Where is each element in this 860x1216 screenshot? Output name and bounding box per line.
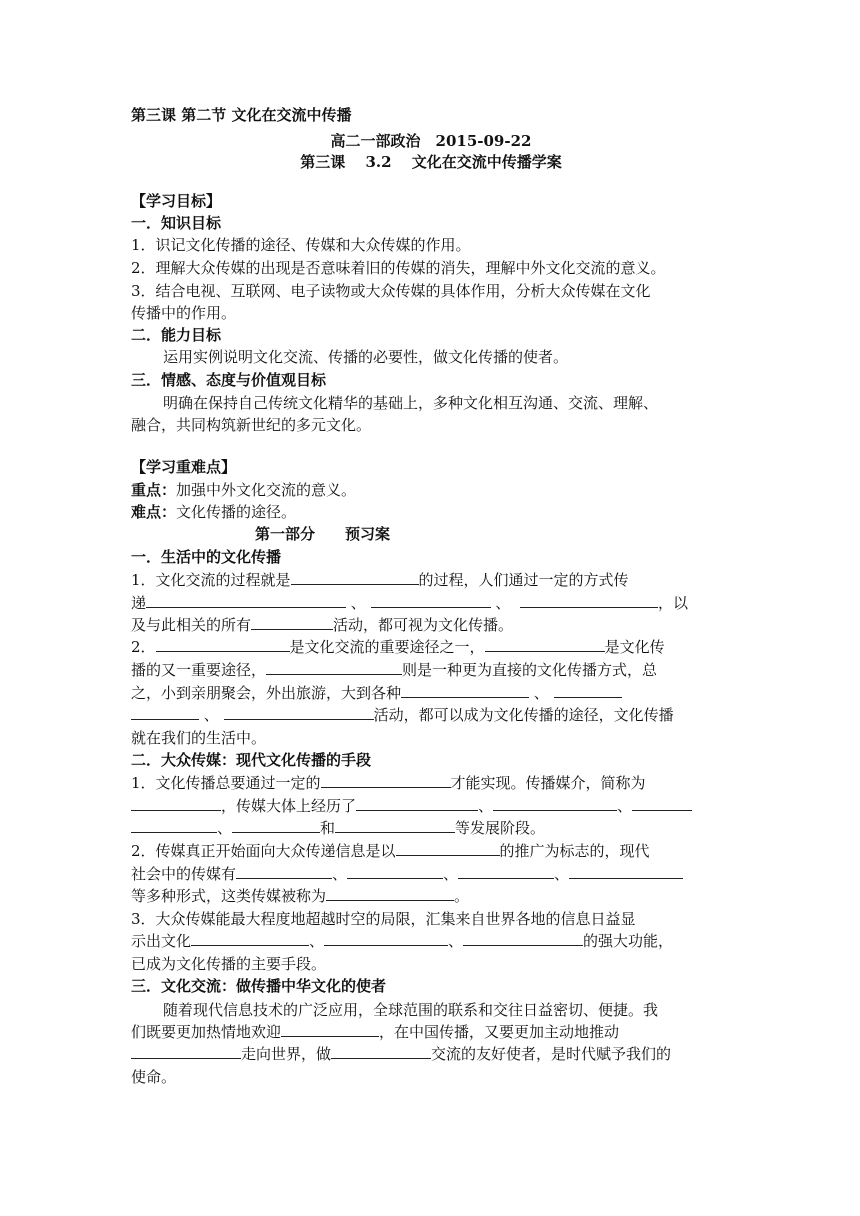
fill-blank[interactable] xyxy=(236,863,332,879)
fill-blank[interactable] xyxy=(396,840,500,856)
section2-heading: 二．大众传媒：现代文化传播的手段 xyxy=(131,751,372,769)
text: 的推广为标志的，现代 xyxy=(499,842,650,860)
s2-q1-line2 xyxy=(131,795,731,817)
fill-blank[interactable] xyxy=(324,930,448,946)
text: 、 xyxy=(533,684,549,702)
fill-blank[interactable] xyxy=(191,930,309,946)
s2-q1-line1 xyxy=(131,772,731,794)
text: 2． xyxy=(131,638,156,656)
text: 的过程，人们通过一定的方式传 xyxy=(418,571,629,589)
ability-heading: 二．能力目标 xyxy=(131,326,222,344)
fill-blank[interactable] xyxy=(347,863,443,879)
fill-blank[interactable] xyxy=(321,772,451,788)
text: 播的又一重要途径， xyxy=(131,661,267,679)
s1-q1-line2 xyxy=(131,592,731,614)
s1-q2-line2 xyxy=(131,659,731,681)
text: 、 xyxy=(217,819,233,837)
s2-q2-line2 xyxy=(131,863,731,885)
s3-line2 xyxy=(131,1021,731,1043)
emotion-text-b: 融合，共同构筑新世纪的多元文化。 xyxy=(131,416,372,434)
s3-line3 xyxy=(131,1043,731,1065)
text: 、 xyxy=(350,594,366,612)
s2-q1-line3 xyxy=(131,817,731,839)
difficult-label: 难点： xyxy=(131,503,177,521)
fill-blank[interactable] xyxy=(569,863,683,879)
text: 们既要更加热情地欢迎 xyxy=(131,1023,282,1041)
text: 等多种形式，这类传媒被称为 xyxy=(131,887,327,905)
ability-text: 运用实例说明文化交流、传播的必要性，做文化传播的使者。 xyxy=(163,348,569,366)
knowledge-item-3a: 3．结合电视、互联网、电子读物或大众传媒的具体作用，分析大众传媒在文化 xyxy=(131,282,651,300)
fill-blank[interactable] xyxy=(266,659,402,675)
part-title: 第一部分 预习案 xyxy=(255,525,391,543)
fill-blank[interactable] xyxy=(520,592,658,608)
text: 示出文化 xyxy=(131,932,192,950)
text: 2．传媒真正开始面向大众传递信息是以 xyxy=(131,842,396,860)
text: 、 xyxy=(554,865,570,883)
difficult-text: 文化传播的途径。 xyxy=(176,503,297,521)
fill-blank[interactable] xyxy=(131,704,199,720)
fill-blank[interactable] xyxy=(371,592,491,608)
text: 1．文化交流的过程就是 xyxy=(131,571,291,589)
text: 。 xyxy=(454,887,470,905)
objectives-heading: 【学习目标】 xyxy=(131,192,222,210)
s1-q1-line1 xyxy=(131,569,731,591)
text: 则是一种更为直接的文化传播方式，总 xyxy=(402,661,658,679)
s3-line1: 随着现代信息技术的广泛应用，全球范围的联系和交往日益密切、便捷。我 xyxy=(163,1001,659,1019)
fill-blank[interactable] xyxy=(356,795,478,811)
text: 1．文化传播总要通过一定的 xyxy=(131,774,321,792)
fill-blank[interactable] xyxy=(401,682,529,698)
top-title: 第三课 第二节 文化在交流中传播 xyxy=(131,106,352,124)
text: ，在中国传播，又要更加主动地推动 xyxy=(379,1023,620,1041)
text: 、 xyxy=(332,865,348,883)
text: 和 xyxy=(320,819,336,837)
fill-blank[interactable] xyxy=(485,636,605,652)
lesson-title: 第三课 3.2 文化在交流中传播学案 xyxy=(300,153,562,171)
class-date: 高二一部政治 2015-09-22 xyxy=(330,132,532,150)
text: 活动，都可以成为文化传播的途径，文化传播 xyxy=(373,706,674,724)
text: 走向世界，做 xyxy=(241,1045,332,1063)
emotion-text-a: 明确在保持自己传统文化精华的基础上，多种文化相互沟通、交流、理解、 xyxy=(163,394,659,412)
text: 、 xyxy=(448,932,464,950)
text: 活动，都可视为文化传播。 xyxy=(333,616,514,634)
fill-blank[interactable] xyxy=(554,682,622,698)
s2-q3-line3: 已成为文化传播的主要手段。 xyxy=(131,955,327,973)
text: 、 xyxy=(309,932,325,950)
text: 及与此相关的所有 xyxy=(131,616,252,634)
section3-heading: 三．文化交流：做传播中华文化的使者 xyxy=(131,977,387,995)
s2-q3-line1: 3．大众传媒能最大程度地超越时空的局限，汇集来自世界各地的信息日益显 xyxy=(131,910,636,928)
emotion-heading: 三．情感、态度与价值观目标 xyxy=(131,371,327,389)
fill-blank[interactable] xyxy=(131,795,221,811)
text: 是文化传 xyxy=(604,638,665,656)
text: 、 xyxy=(617,797,633,815)
fill-blank[interactable] xyxy=(326,885,454,901)
text: 递 xyxy=(131,594,147,612)
fill-blank[interactable] xyxy=(632,795,692,811)
s1-q1-line3 xyxy=(131,614,731,636)
fill-blank[interactable] xyxy=(131,817,217,833)
key-label: 重点： xyxy=(131,481,177,499)
key-text: 加强中外文化交流的意义。 xyxy=(176,481,357,499)
fill-blank[interactable] xyxy=(156,636,290,652)
fill-blank[interactable] xyxy=(493,795,617,811)
text: 才能实现。传播媒介，简称为 xyxy=(450,774,646,792)
knowledge-heading: 一．知识目标 xyxy=(131,214,222,232)
s2-q3-line2 xyxy=(131,930,731,952)
fill-blank[interactable] xyxy=(281,1021,379,1037)
key-point xyxy=(131,479,731,501)
text: 等发展阶段。 xyxy=(455,819,546,837)
s2-q2-line1 xyxy=(131,840,731,862)
s1-q2-line3 xyxy=(131,682,731,704)
text: ，传媒大体上经历了 xyxy=(221,797,357,815)
difficult-point xyxy=(131,501,731,523)
text: 、 xyxy=(478,797,494,815)
knowledge-item-1: 1．识记文化传播的途径、传媒和大众传媒的作用。 xyxy=(131,236,471,254)
s1-q2-line5: 就在我们的生活中。 xyxy=(131,729,267,747)
knowledge-item-3b: 传播中的作用。 xyxy=(131,304,237,322)
text: 社会中的传媒有 xyxy=(131,865,237,883)
fill-blank[interactable] xyxy=(331,1043,431,1059)
s3-line4: 使命。 xyxy=(131,1068,177,1086)
s1-q2-line1 xyxy=(131,636,731,658)
text: 是文化交流的重要途径之一， xyxy=(289,638,485,656)
fill-blank[interactable] xyxy=(146,592,346,608)
fill-blank[interactable] xyxy=(335,817,455,833)
text: 、 xyxy=(203,706,219,724)
fill-blank[interactable] xyxy=(251,614,333,630)
s1-q2-line4 xyxy=(131,704,731,726)
fill-blank[interactable] xyxy=(458,863,554,879)
fill-blank[interactable] xyxy=(232,817,320,833)
fill-blank[interactable] xyxy=(131,1043,241,1059)
text: 交流的友好使者，是时代赋予我们的 xyxy=(431,1045,672,1063)
fill-blank[interactable] xyxy=(463,930,583,946)
s2-q2-line3 xyxy=(131,885,731,907)
knowledge-item-2: 2．理解大众传媒的出现是否意味着旧的传媒的消失，理解中外文化交流的意义。 xyxy=(131,259,666,277)
fill-blank[interactable] xyxy=(291,569,419,585)
fill-blank[interactable] xyxy=(224,704,374,720)
keypoints-heading: 【学习重难点】 xyxy=(131,458,237,476)
section1-heading: 一．生活中的文化传播 xyxy=(131,548,282,566)
text: ，以 xyxy=(657,594,688,612)
text: 的强大功能， xyxy=(583,932,674,950)
text: 、 xyxy=(443,865,459,883)
text: 之，小到亲朋聚会，外出旅游，大到各种 xyxy=(131,684,402,702)
text: 、 xyxy=(495,594,511,612)
